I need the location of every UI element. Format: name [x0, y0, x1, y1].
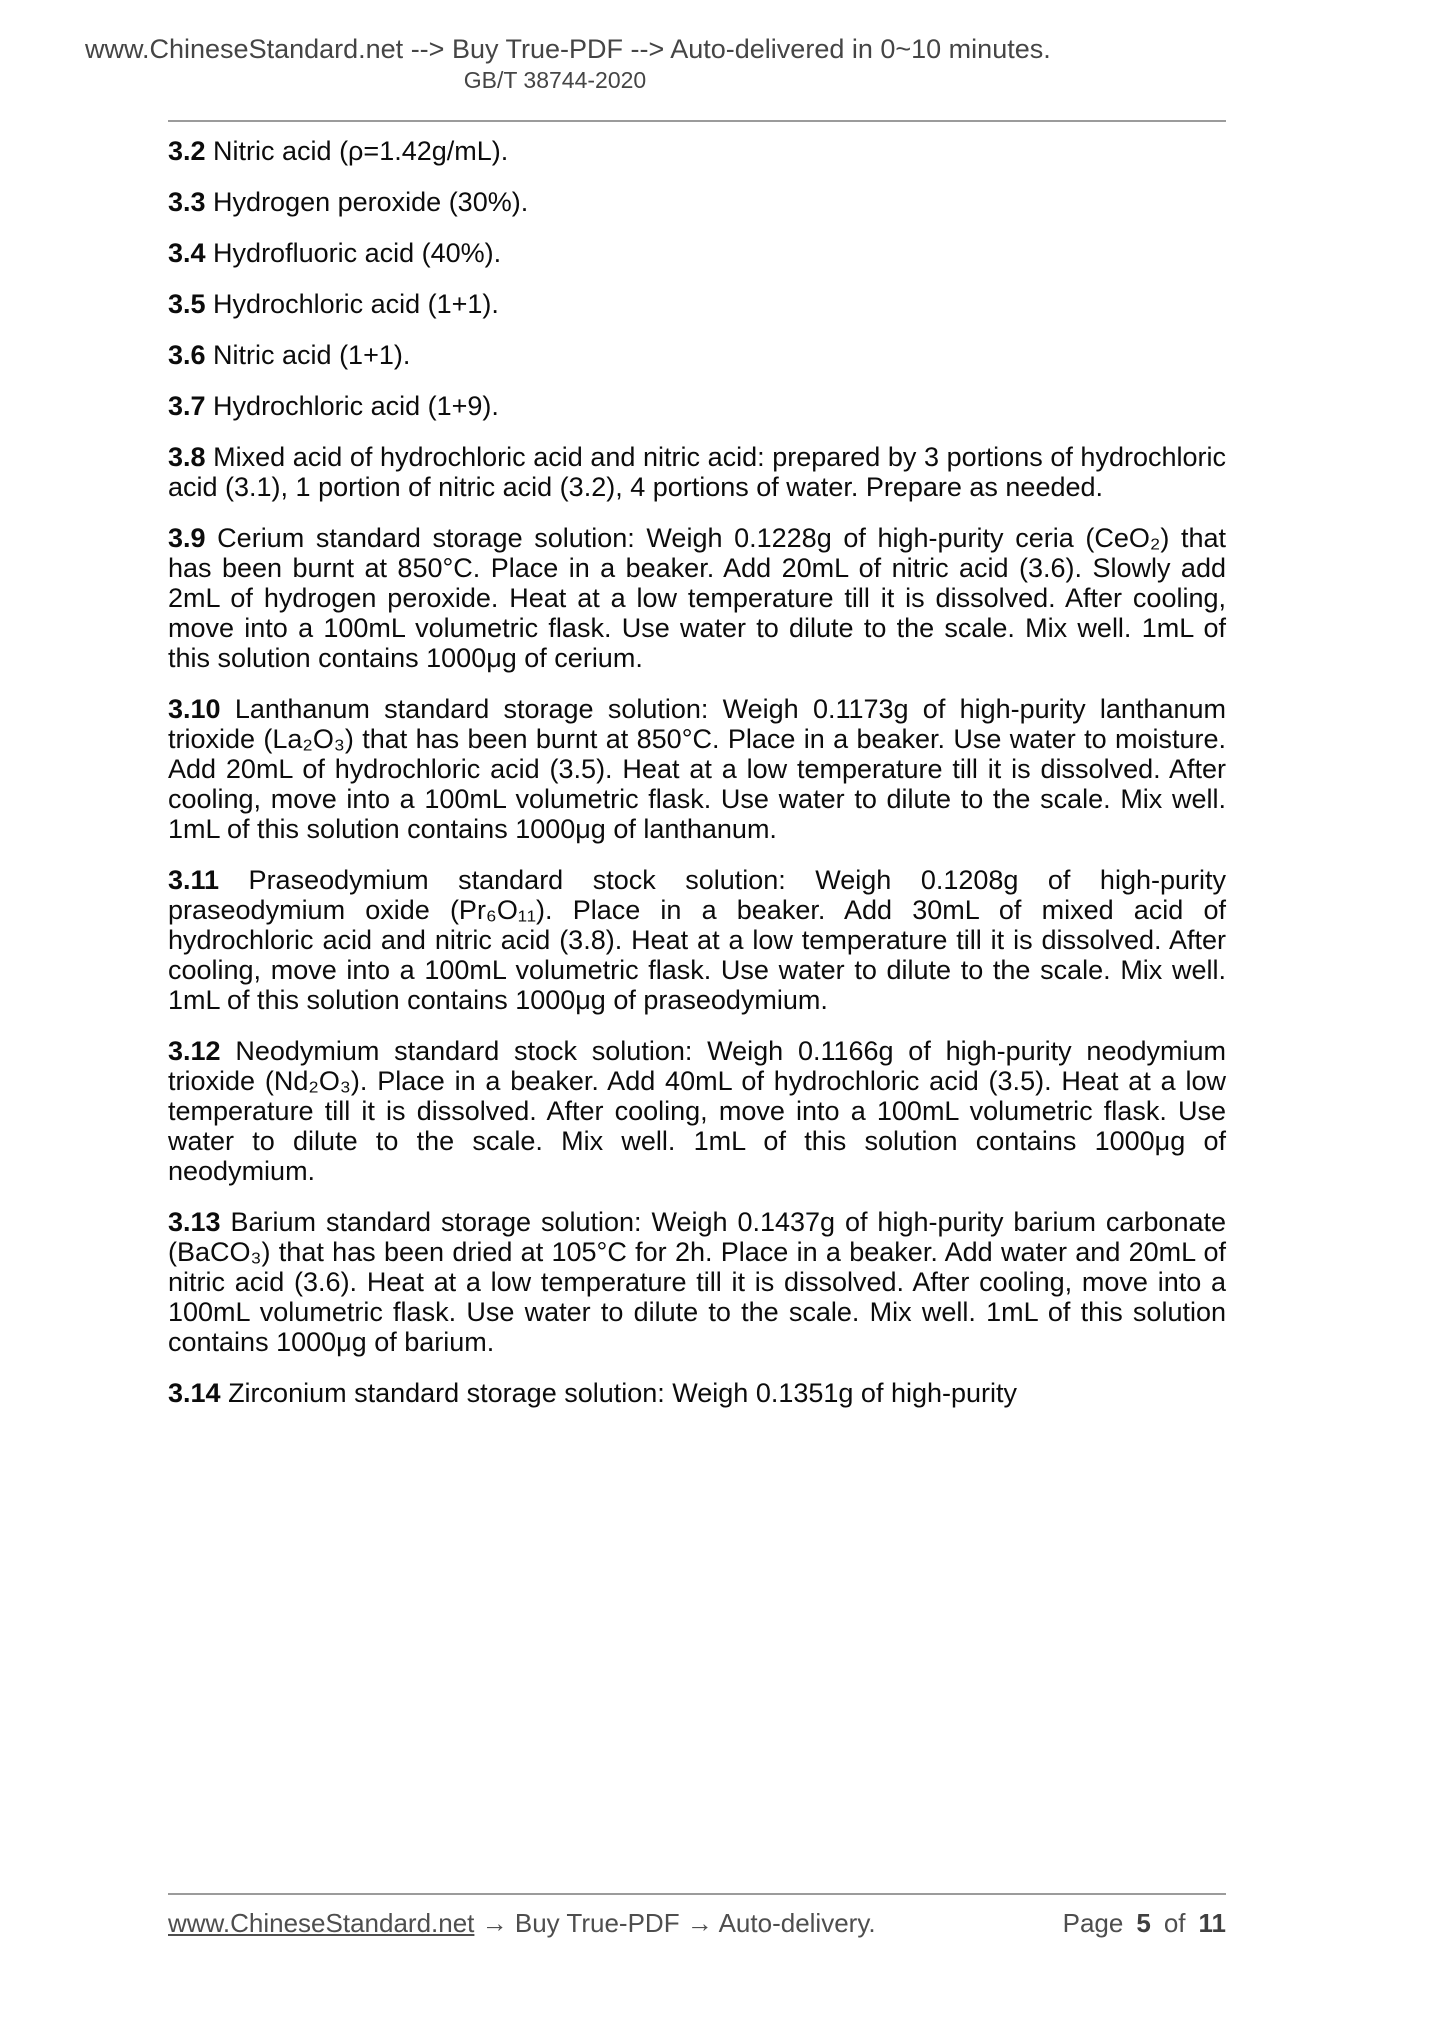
- section-paragraph: [168, 694, 1226, 844]
- section-text: Nitric acid (1+1).: [205, 340, 411, 370]
- section-number: 3.9: [168, 523, 206, 553]
- header-promo-text: www.ChineseStandard.net --> Buy True-PDF --> Auto-delivered in 0~10 minutes.: [85, 34, 1051, 64]
- section-paragraph: [168, 391, 1226, 421]
- section-number: 3.13: [168, 1207, 221, 1237]
- footer-divider: [168, 1893, 1226, 1895]
- page-indicator: [1063, 1908, 1226, 1939]
- page-header: [85, 0, 1051, 94]
- section-text: Hydrofluoric acid (40%).: [205, 238, 502, 268]
- section-text: Barium standard storage solution: Weigh 0.1437g of high-purity barium carbonate (BaCO₃) that has been dried at 105°C for 2h. Place in a beaker. Add water and 20mL of nitric acid (3.6). Heat at a low temperature till it is dissolved. After cooling, move into a 100mL volumetric flask. Use water to dilute to the scale. Mix well. 1mL of this solution contains 1000μg of barium.: [168, 1207, 1226, 1357]
- section-number: 3.2: [168, 136, 206, 166]
- page-footer: [168, 1908, 1226, 1939]
- section-number: 3.14: [168, 1378, 221, 1408]
- page-indicator-current: 5: [1136, 1908, 1151, 1938]
- section-paragraph: [168, 187, 1226, 217]
- section-number: 3.4: [168, 238, 206, 268]
- section-text: Neodymium standard stock solution: Weigh 0.1166g of high-purity neodymium trioxide (Nd₂O₃). Place in a beaker. Add 40mL of hydrochloric acid (3.5). Heat at a low temperature till it is dissolved. After cooling, move into a 100mL volumetric flask. Use water to dilute to the scale. Mix well. 1mL of this solution contains 1000μg of neodymium.: [168, 1036, 1226, 1186]
- section-paragraph: [168, 1207, 1226, 1357]
- footer-tagline-text: → Buy True-PDF → Auto-delivery.: [481, 1908, 876, 1938]
- section-number: 3.11: [168, 865, 220, 895]
- section-paragraph: [168, 238, 1226, 268]
- page-indicator-total: 11: [1198, 1908, 1226, 1938]
- section-number: 3.12: [168, 1036, 221, 1066]
- section-text: Hydrochloric acid (1+9).: [205, 391, 499, 421]
- section-number: 3.5: [168, 289, 206, 319]
- section-paragraph: [168, 136, 1226, 166]
- header-divider: [168, 120, 1226, 122]
- header-doc-number: GB/T 38744-2020: [463, 67, 647, 93]
- footer-website-link[interactable]: www.ChineseStandard.net: [168, 1908, 475, 1938]
- section-text: Nitric acid (ρ=1.42g/mL).: [205, 136, 509, 166]
- section-text: Mixed acid of hydrochloric acid and nitric acid: prepared by 3 portions of hydrochloric acid (3.1), 1 portion of nitric acid (3.2), 4 portions of water. Prepare as needed.: [168, 442, 1226, 502]
- section-number: 3.3: [168, 187, 206, 217]
- section-paragraph: [168, 1036, 1226, 1186]
- section-text: Hydrochloric acid (1+1).: [205, 289, 499, 319]
- section-text: Lanthanum standard storage solution: Weigh 0.1173g of high-purity lanthanum trioxide (La₂O₃) that has been burnt at 850°C. Place in a beaker. Use water to moisture. Add 20mL of hydrochloric acid (3.5). Heat at a low temperature till it is dissolved. After cooling, move into a 100mL volumetric flask. Use water to dilute to the scale. Mix well. 1mL of this solution contains 1000μg of lanthanum.: [168, 694, 1226, 844]
- footer-tagline: [168, 1908, 876, 1939]
- section-number: 3.6: [168, 340, 206, 370]
- page-indicator-label: Page: [1062, 1908, 1124, 1938]
- section-paragraph: [168, 442, 1226, 502]
- section-paragraph: [168, 289, 1226, 319]
- section-text: Cerium standard storage solution: Weigh 0.1228g of high-purity ceria (CeO₂) that has been burnt at 850°C. Place in a beaker. Add 20mL of nitric acid (3.6). Slowly add 2mL of hydrogen peroxide. Heat at a low temperature till it is dissolved. After cooling, move into a 100mL volumetric flask. Use water to dilute to the scale. Mix well. 1mL of this solution contains 1000μg of cerium.: [168, 523, 1226, 673]
- section-number: 3.7: [168, 391, 206, 421]
- section-number: 3.8: [168, 442, 206, 472]
- section-text: Hydrogen peroxide (30%).: [205, 187, 529, 217]
- page-indicator-of: of: [1163, 1908, 1186, 1938]
- section-paragraph: [168, 865, 1226, 1015]
- section-paragraph: [168, 1378, 1226, 1408]
- section-text: Praseodymium standard stock solution: Weigh 0.1208g of high-purity praseodymium oxide (Pr₆O₁₁). Place in a beaker. Add 30mL of mixed acid of hydrochloric acid and nitric acid (3.8). Heat at a low temperature till it is dissolved. After cooling, move into a 100mL volumetric flask. Use water to dilute to the scale. Mix well. 1mL of this solution contains 1000μg of praseodymium.: [168, 865, 1226, 1015]
- section-text: Zirconium standard storage solution: Weigh 0.1351g of high-purity: [220, 1378, 1018, 1408]
- section-number: 3.10: [168, 694, 221, 724]
- section-paragraph: [168, 340, 1226, 370]
- section-paragraph: [168, 523, 1226, 673]
- document-body: [168, 136, 1226, 1408]
